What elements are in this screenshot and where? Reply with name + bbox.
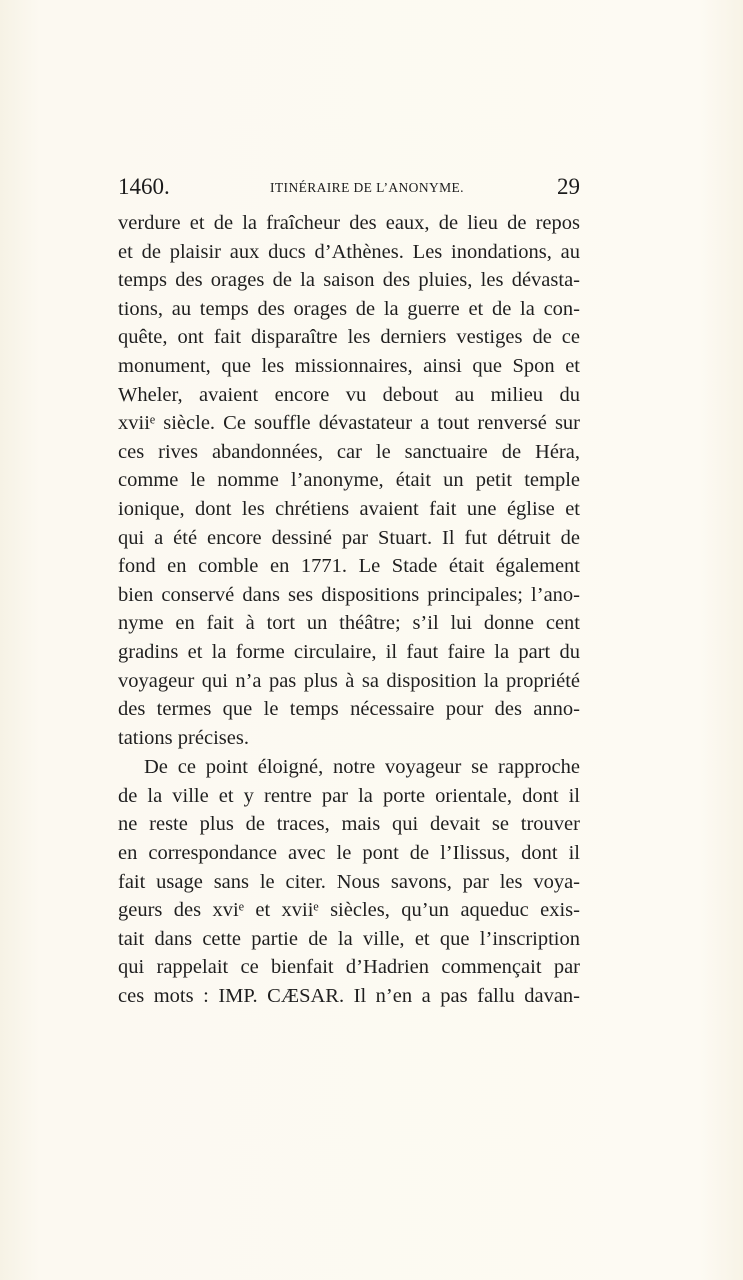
- text-line: des termes que le temps nécessaire pour des anno-: [118, 698, 580, 721]
- text-line: tait dans cette partie de la ville, et que l’inscription: [118, 927, 580, 950]
- text-line: comme le nomme l’anonyme, était un petit temple: [118, 469, 580, 492]
- running-title: ITINÉRAIRE DE L’ANONYME.: [270, 180, 464, 195]
- text-line: ces rives abandonnées, car le sanctuaire de Héra,: [118, 440, 580, 463]
- text-line: xviiᵉ siècle. Ce souffle dévastateur a tout renversé sur: [118, 412, 580, 435]
- text-line: ces mots : IMP. CÆSAR. Il n’en a pas fallu davan-: [118, 985, 580, 1008]
- text-line: bien conservé dans ses dispositions principales; l’ano-: [118, 583, 580, 606]
- page-number: 29: [557, 174, 580, 199]
- text-line: qui a été encore dessiné par Stuart. Il fut détruit de: [118, 526, 580, 549]
- running-header: [118, 174, 580, 204]
- text-line: ne reste plus de traces, mais qui devait se trouver: [118, 813, 580, 836]
- text-line: en correspondance avec le pont de l’Ilissus, dont il: [118, 842, 580, 865]
- paragraph-1: [118, 209, 580, 752]
- text-line: de la ville et y rentre par la porte orientale, dont il: [118, 784, 580, 807]
- text-line: geurs des xviᵉ et xviiᵉ siècles, qu’un aqueduc exis-: [118, 899, 580, 922]
- text-line: qui rappelait ce bienfait d’Hadrien commençait par: [118, 956, 580, 979]
- text-line: voyageur qui n’a pas plus à sa disposition la propriété: [118, 669, 580, 692]
- text-line: Wheler, avaient encore vu debout au milieu du: [118, 383, 580, 406]
- text-line: tations précises.: [118, 726, 249, 749]
- paragraph-2: [118, 753, 580, 1010]
- text-line: fond en comble en 1771. Le Stade était également: [118, 555, 580, 578]
- body-text: [118, 209, 580, 1011]
- text-line: et de plaisir aux ducs d’Athènes. Les inondations, au: [118, 240, 580, 263]
- text-line: ionique, dont les chrétiens avaient fait une église et: [118, 497, 580, 520]
- text-line: fait usage sans le citer. Nous savons, par les voya-: [118, 870, 580, 893]
- text-line: temps des orages de la saison des pluies, les dévasta-: [118, 269, 580, 292]
- text-line: quête, ont fait disparaître les derniers vestiges de ce: [118, 326, 580, 349]
- text-line: De ce point éloigné, notre voyageur se rapproche: [144, 756, 580, 779]
- text-line: monument, que les missionnaires, ainsi que Spon et: [118, 354, 580, 377]
- text-line: gradins et la forme circulaire, il faut faire la part du: [118, 640, 580, 663]
- text-line: nyme en fait à tort un théâtre; s’il lui donne cent: [118, 612, 580, 635]
- text-line: verdure et de la fraîcheur des eaux, de lieu de repos: [118, 212, 580, 234]
- text-line: tions, au temps des orages de la guerre et de la con-: [118, 297, 580, 320]
- header-year: 1460.: [118, 174, 170, 199]
